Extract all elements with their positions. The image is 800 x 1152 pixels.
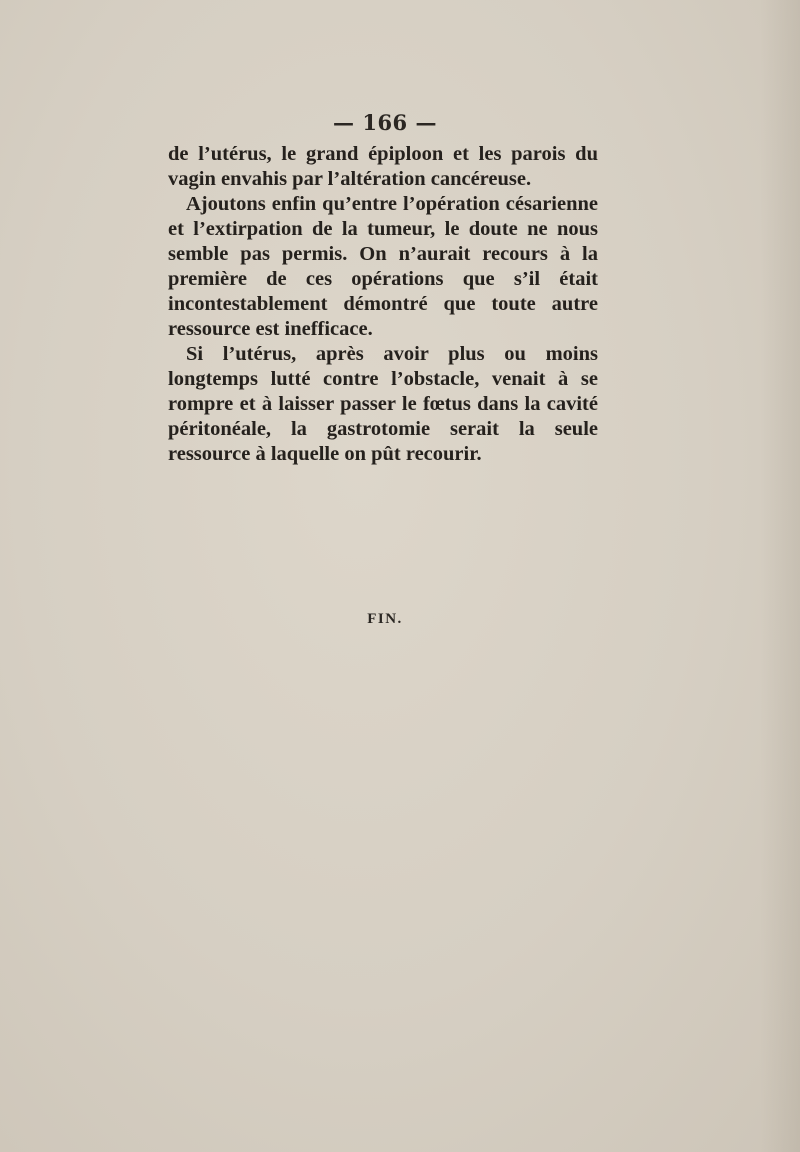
page-number: — 166 — xyxy=(333,110,437,135)
paragraph-3: Si l’utérus, après avoir plus ou moins longtemps lutté contre l’obstacle, venait à se rompre et à laisser passer le fœtus dans la cavité péritonéale, la gastrotomie serait la seule ressource à laquelle on pût recourir. xyxy=(168,343,598,465)
body-text xyxy=(168,142,598,467)
end-mark: FIN. xyxy=(367,611,403,627)
paragraph-1: de l’utérus, le grand épiploon et les parois du vagin envahis par l’altération cancéreuse. xyxy=(168,143,598,190)
paragraph-2: Ajoutons enfin qu’entre l’opération césarienne et l’extirpation de la tumeur, le doute ne nous semble pas permis. On n’aurait recours à la première de ces opérations que s’il était incontestablement démontré que toute autre ressource est inefficace. xyxy=(168,193,598,340)
